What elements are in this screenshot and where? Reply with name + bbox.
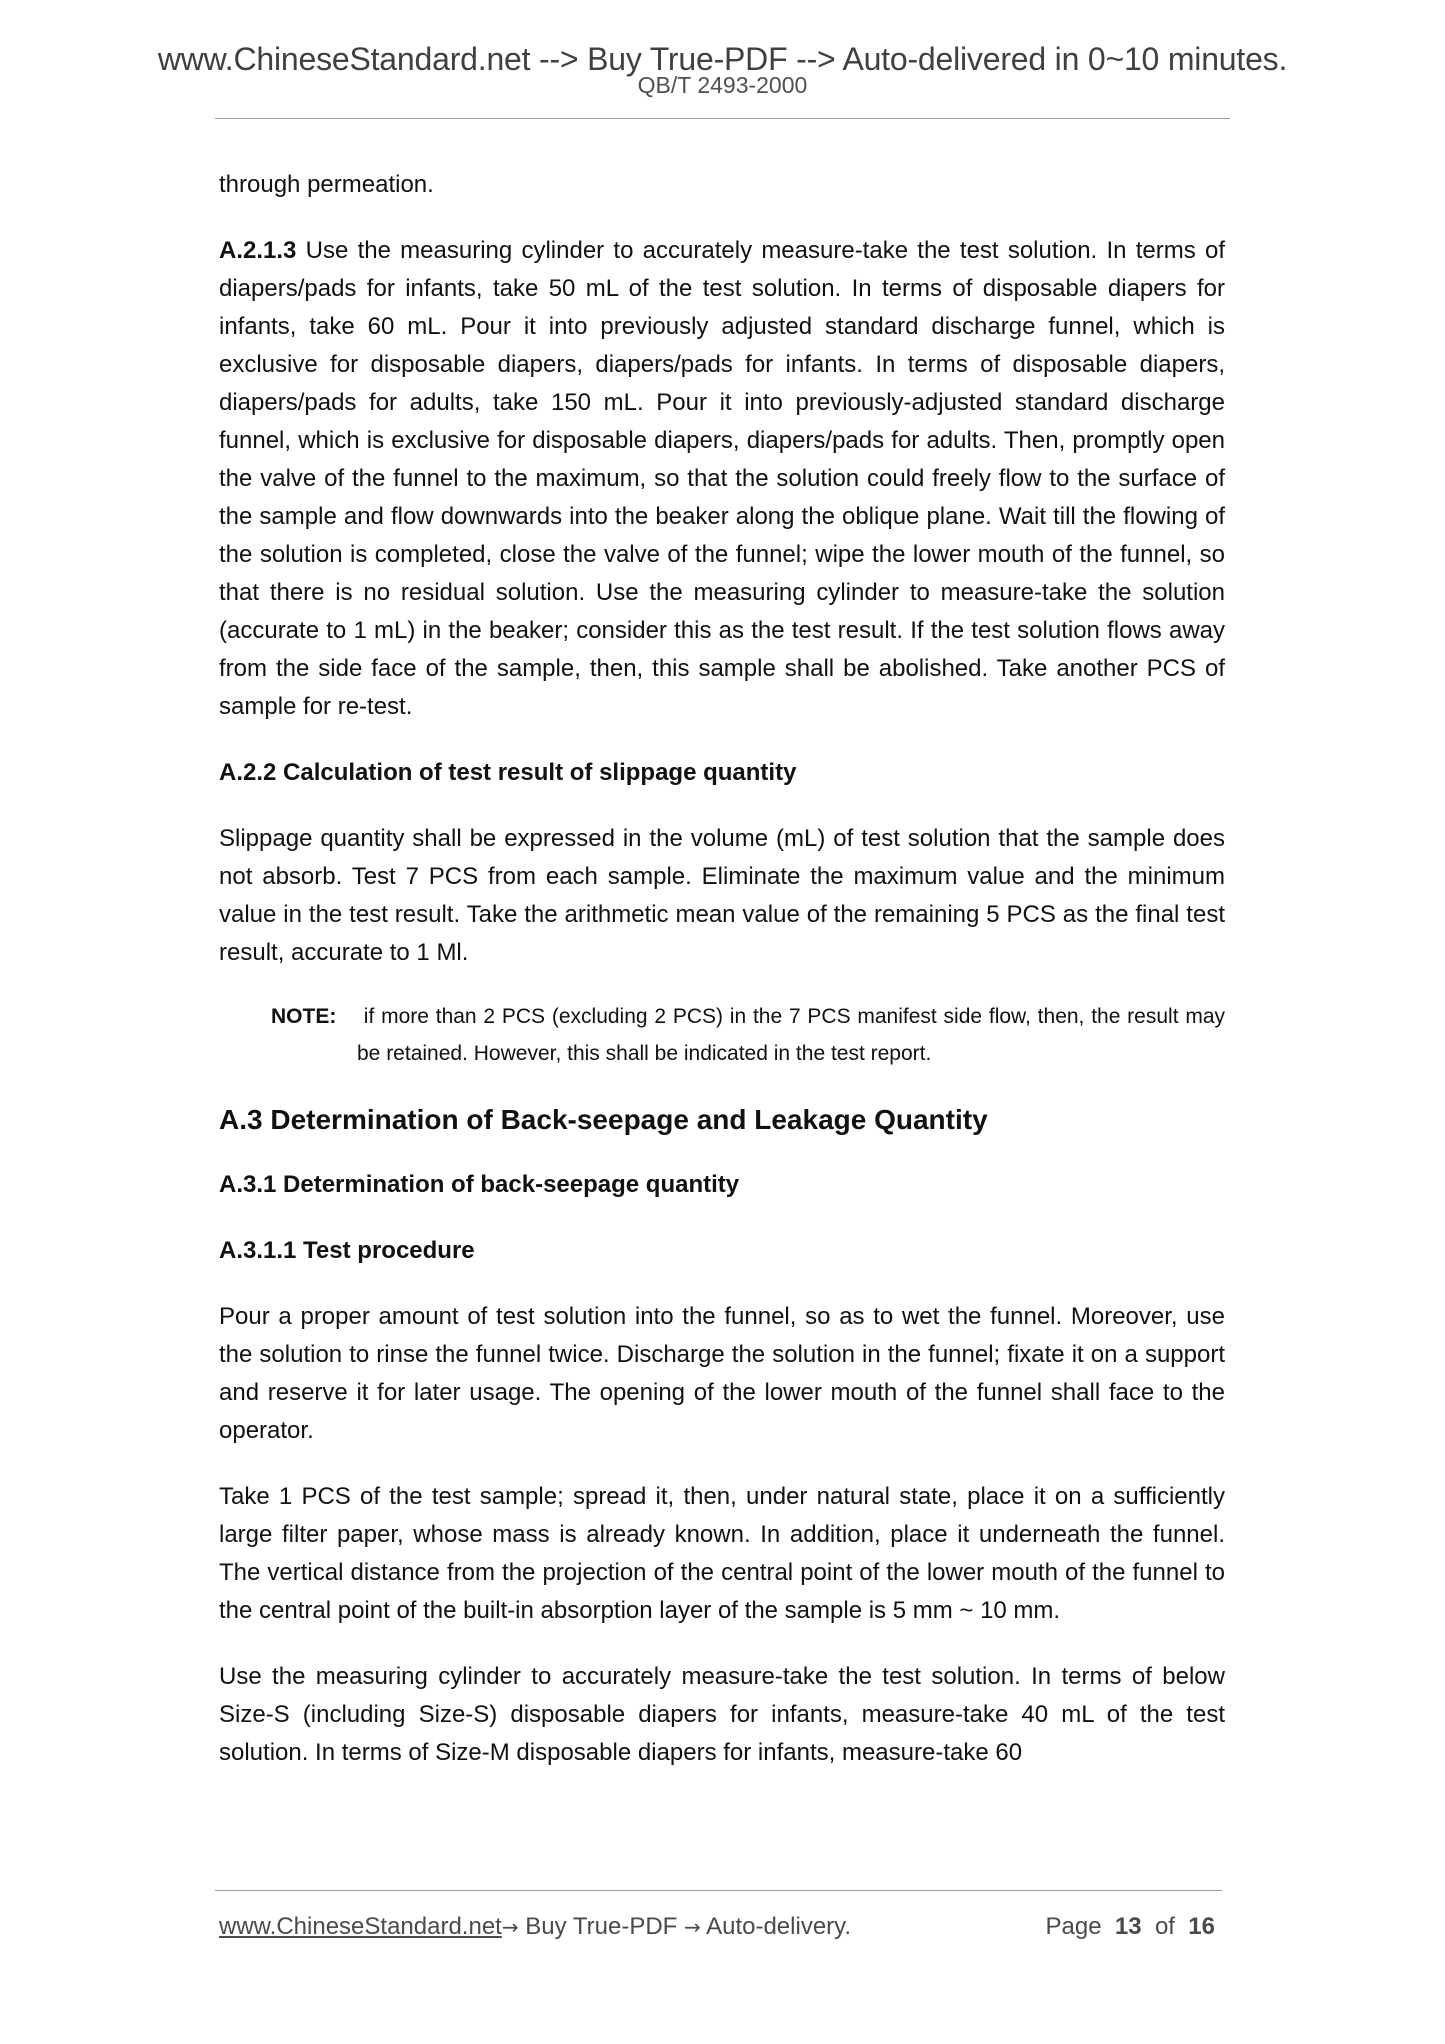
arrow-right-icon: → (501, 1915, 519, 1939)
heading-a3-1: A.3.1 Determination of back-seepage quantity (219, 1171, 740, 1198)
page-footer (219, 1912, 1219, 1942)
heading-a3-1-1: A.3.1.1 Test procedure (219, 1237, 475, 1264)
clause-label: A.2.1.3 (219, 237, 297, 264)
footer-buy-text: Buy True-PDF (518, 1913, 684, 1940)
footer-auto-text: Auto-delivery. (700, 1913, 852, 1940)
of-word: of (1154, 1913, 1175, 1940)
paragraph-slippage: Slippage quantity shall be expressed in the volume (mL) of test solution that the sample does not absorb. Test 7 PCS from each sample. Eliminate the maximum value and the minimum value in the test result. Take the arithmetic mean value of the remaining 5 PCS as the final test result, accurate to 1 Ml. (219, 825, 1225, 966)
page-word: Page (1045, 1913, 1102, 1940)
note-label: NOTE: (271, 1005, 337, 1028)
clause-text: Use the measuring cylinder to accurately measure-take the test solution. In terms of diapers/pads for infants, take 50 mL of the test solution. In terms of disposable diapers for infants, take 60 mL. Pour it into previously adjusted standard discharge funnel, which is exclusive for disposable diapers, diapers/pads for infants. In terms of disposable diapers, diapers/pads for adults, take 150 mL. Pour it into previously-adjusted standard discharge funnel, which is exclusive for disposable diapers, diapers/pads for adults. Then, promptly open the valve of the funnel to the maximum, so that the solution could freely flow to the surface of the sample and flow downwards into the beaker along the oblique plane. Wait till the flowing of the solution is completed, close the valve of the funnel; wipe the lower mouth of the funnel, so that there is no residual solution. Use the measuring cylinder to measure-take the solution (accurate to 1 mL) in the beaker; consider this as the test result. If the test solution flows away from the side face of the sample, then, this sample shall be abolished. Take another PCS of sample for re-test. (219, 237, 1225, 720)
heading-a2-2: A.2.2 Calculation of test result of slippage quantity (219, 759, 797, 786)
header-divider (215, 118, 1230, 119)
page-current: 13 (1114, 1913, 1142, 1940)
paragraph-pour: Pour a proper amount of test solution into the funnel, so as to wet the funnel. Moreover, use the solution to rinse the funnel twice. Discharge the solution in the funnel; fixate it on a support and reserve it for later usage. The opening of the lower mouth of the funnel shall face to the operator. (219, 1303, 1225, 1444)
page-indicator (1045, 1912, 1215, 1942)
arrow-right-icon: → (683, 1915, 701, 1939)
page-total: 16 (1188, 1913, 1215, 1940)
clause-a2-1-3 (219, 232, 1225, 726)
heading-a3: A.3 Determination of Back-seepage and Leakage Quantity (219, 1104, 988, 1135)
standard-code: QB/T 2493-2000 (637, 72, 808, 98)
footer-divider (215, 1890, 1222, 1891)
note-text: if more than 2 PCS (excluding 2 PCS) in the 7 PCS manifest side flow, then, the result may be retained. However, this shall be indicated in the test report. (357, 1005, 1225, 1065)
paragraph-take: Take 1 PCS of the test sample; spread it, then, under natural state, place it on a sufficiently large filter paper, whose mass is already known. In addition, place it underneath the funnel. The vertical distance from the projection of the central point of the lower mouth of the funnel to the central point of the built-in absorption layer of the sample is 5 mm ~ 10 mm. (219, 1483, 1225, 1624)
header-banner: www.ChineseStandard.net --> Buy True-PDF --> Auto-delivered in 0~10 minutes. (157, 41, 1288, 77)
paragraph-use: Use the measuring cylinder to accurately measure-take the test solution. In terms of below Size-S (including Size-S) disposable diapers for infants, measure-take 40 mL of the test solution. In terms of Size-M disposable diapers for infants, measure-take 60 (219, 1663, 1225, 1766)
continuation-text: through permeation. (219, 171, 434, 198)
note-block (271, 998, 1225, 1072)
document-body (219, 166, 1225, 1800)
site-link[interactable]: www.ChineseStandard.net (219, 1913, 502, 1940)
